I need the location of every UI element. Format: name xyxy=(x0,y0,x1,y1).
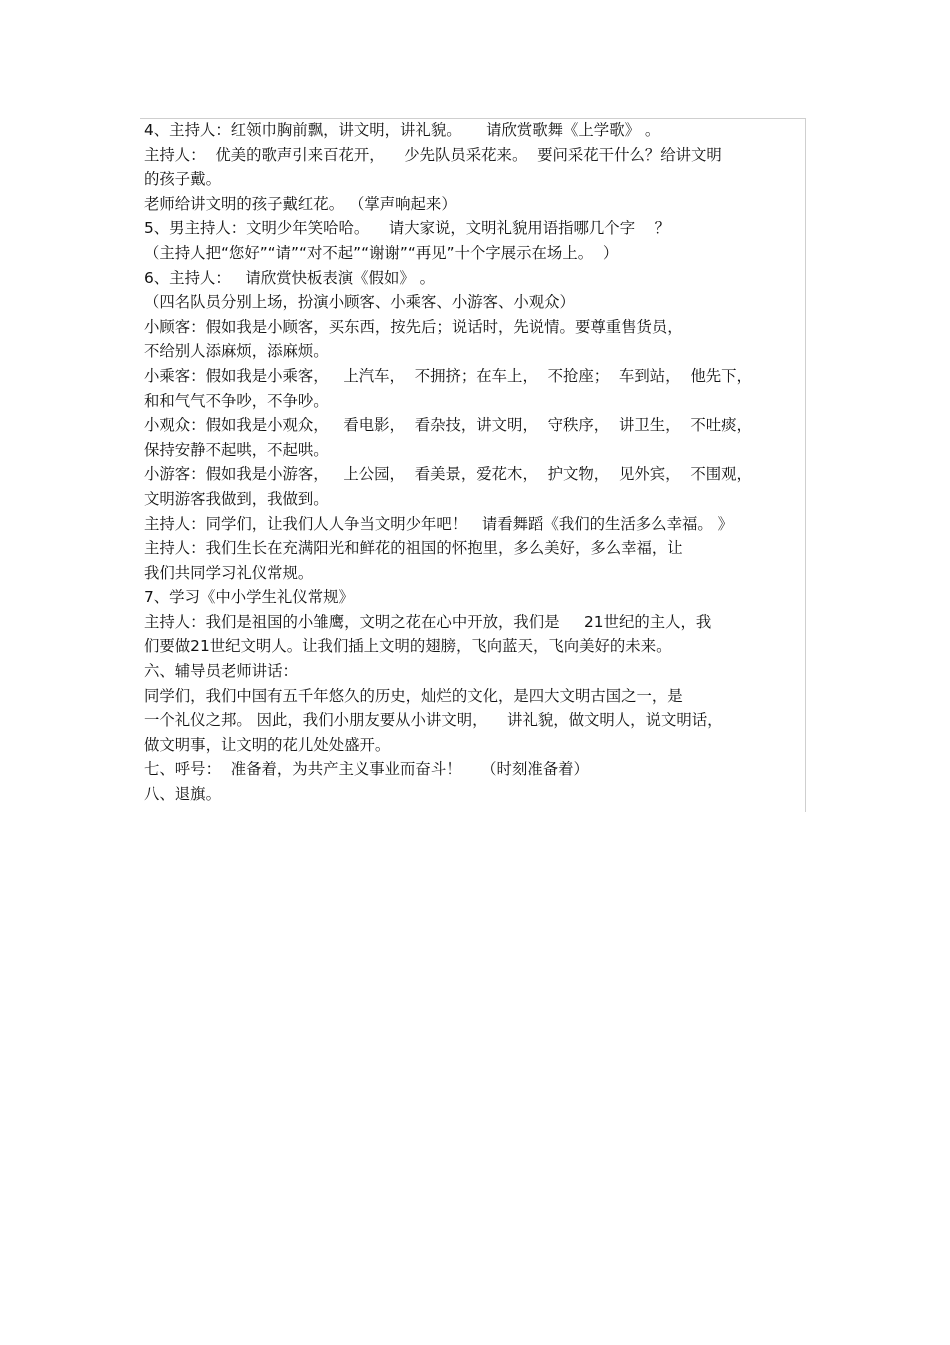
text-line: 主持人：我们生长在充满阳光和鲜花的祖国的怀抱里，多么美好，多么幸福，让 xyxy=(144,539,683,558)
text-line: 八、退旗。 xyxy=(144,785,221,804)
text-line: （主持人把“您好”“请”“对不起”“谢谢”“再见”十个字展示在场上。 ） xyxy=(144,243,619,262)
text-line: 小顾客：假如我是小顾客，买东西，按先后；说话时，先说情。要尊重售货员， xyxy=(144,317,683,336)
text-line: 同学们，我们中国有五千年悠久的历史，灿烂的文化，是四大文明古国之一，是 xyxy=(144,686,683,705)
text-line: 小观众：假如我是小观众， 看电影， 看杂技，讲文明， 守秩序， 讲卫生， 不吐痰， xyxy=(144,416,752,435)
text-line: （四名队员分别上场，扮演小顾客、小乘客、小游客、小观众） xyxy=(144,293,575,312)
text-line: 7、学习《中小学生礼仪常规》 xyxy=(144,588,354,607)
text-line: 主持人：我们是祖国的小雏鹰，文明之花在心中开放，我们是 21世纪的主人，我 xyxy=(144,612,712,631)
text-line: 一个礼仪之邦。 因此，我们小朋友要从小讲文明， 讲礼貌，做文明人，说文明话， xyxy=(144,711,723,730)
text-line: 保持安静不起哄，不起哄。 xyxy=(144,440,329,459)
text-line: 小乘客：假如我是小乘客， 上汽车， 不拥挤；在车上， 不抢座； 车到站， 他先下， xyxy=(144,366,752,385)
document-body xyxy=(144,118,814,807)
text-line: 的孩子戴。 xyxy=(144,170,221,189)
text-line: 小游客：假如我是小游客， 上公园， 看美景，爱花木， 护文物， 见外宾， 不围观， xyxy=(144,465,752,484)
text-line: 文明游客我做到，我做到。 xyxy=(144,489,329,508)
text-line: 们要做21世纪文明人。让我们插上文明的翅膀，飞向蓝天，飞向美好的未来。 xyxy=(144,637,672,656)
text-line: 5、男主持人：文明少年笑哈哈。 请大家说，文明礼貌用语指哪几个字 ？ xyxy=(144,219,671,238)
text-line: 不给别人添麻烦，添麻烦。 xyxy=(144,342,329,361)
text-line: 4、主持人：红领巾胸前飘，讲文明，讲礼貌。 请欣赏歌舞《上学歌》 。 xyxy=(144,121,661,139)
text-line: 和和气气不争吵，不争吵。 xyxy=(144,391,329,410)
text-line: 做文明事，让文明的花儿处处盛开。 xyxy=(144,735,391,754)
text-line: 七、呼号： 准备着，为共产主义事业而奋斗！ （时刻准备着） xyxy=(144,760,589,779)
text-line: 老师给讲文明的孩子戴红花。 （掌声响起来） xyxy=(144,194,457,213)
text-line: 6、主持人： 请欣赏快板表演《假如》 。 xyxy=(144,268,436,287)
text-line: 六、辅导员老师讲话： xyxy=(144,662,298,681)
text-line: 我们共同学习礼仪常规。 xyxy=(144,563,314,582)
text-line: 主持人：同学们，让我们人人争当文明少年吧！ 请看舞蹈《我们的生活多么幸福。 》 xyxy=(144,514,734,533)
text-line: 主持人： 优美的歌声引来百花开， 少先队员采花来。 要问采花干什么？给讲文明 xyxy=(144,145,722,164)
